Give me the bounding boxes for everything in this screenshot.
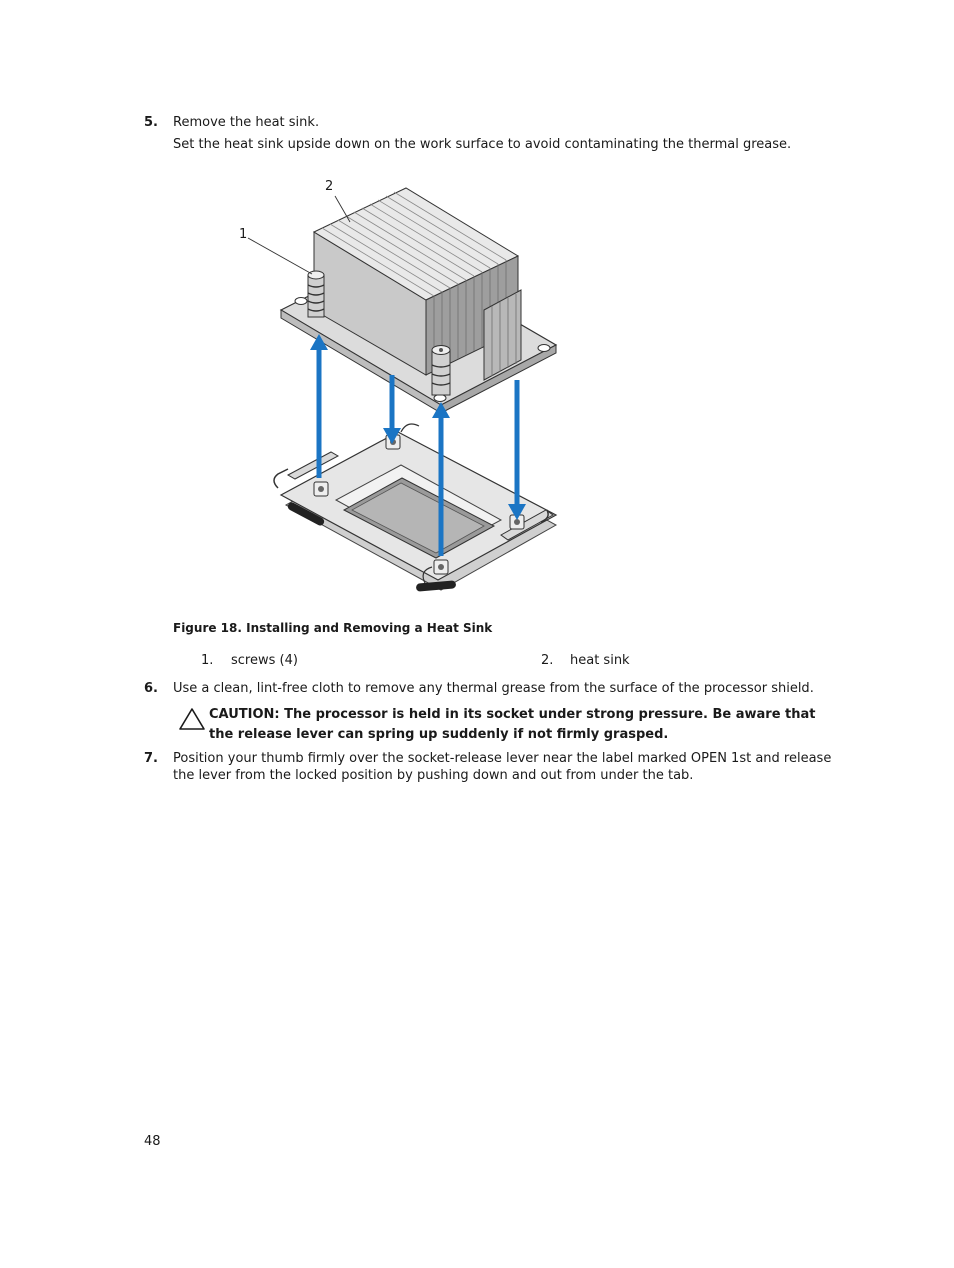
callout-2: 2 — [325, 179, 334, 194]
captive-screw — [432, 346, 450, 396]
step-6-number: 6. — [144, 681, 158, 696]
legend-item-2-label: heat sink — [570, 653, 630, 668]
callout-1: 1 — [239, 227, 248, 242]
step-5-detail: Set the heat sink upside down on the work surface to avoid contaminating the thermal grease. — [173, 137, 792, 152]
step-6-title: Use a clean, lint-free cloth to remove any thermal grease from the surface of the processor shield. — [173, 681, 814, 696]
figure-caption: Figure 18. Installing and Removing a Heat Sink — [173, 621, 493, 635]
step-7-number: 7. — [144, 751, 158, 766]
caution-text: CAUTION: The processor is held in its socket under strong pressure. Be aware that the release lever can spring up suddenly if not firmly grasped. — [209, 707, 816, 742]
heat-sink — [281, 188, 556, 413]
step-7-title: Position your thumb firmly over the socket-release lever near the label marked OPEN 1st and release the lever from the locked position by pushing down and out from under the tab. — [173, 751, 832, 783]
captive-screw — [308, 271, 324, 317]
caution-triangle-icon — [178, 707, 206, 731]
step-5-number: 5. — [144, 115, 158, 130]
page-number: 48 — [144, 1134, 161, 1149]
heat-sink-illustration — [226, 170, 571, 602]
legend-item-2-number: 2. — [541, 653, 554, 668]
step-5-title: Remove the heat sink. — [173, 115, 320, 130]
legend-item-1-label: screws (4) — [231, 653, 298, 668]
heat-sink-figure — [226, 170, 571, 602]
legend-item-1-number: 1. — [201, 653, 214, 668]
